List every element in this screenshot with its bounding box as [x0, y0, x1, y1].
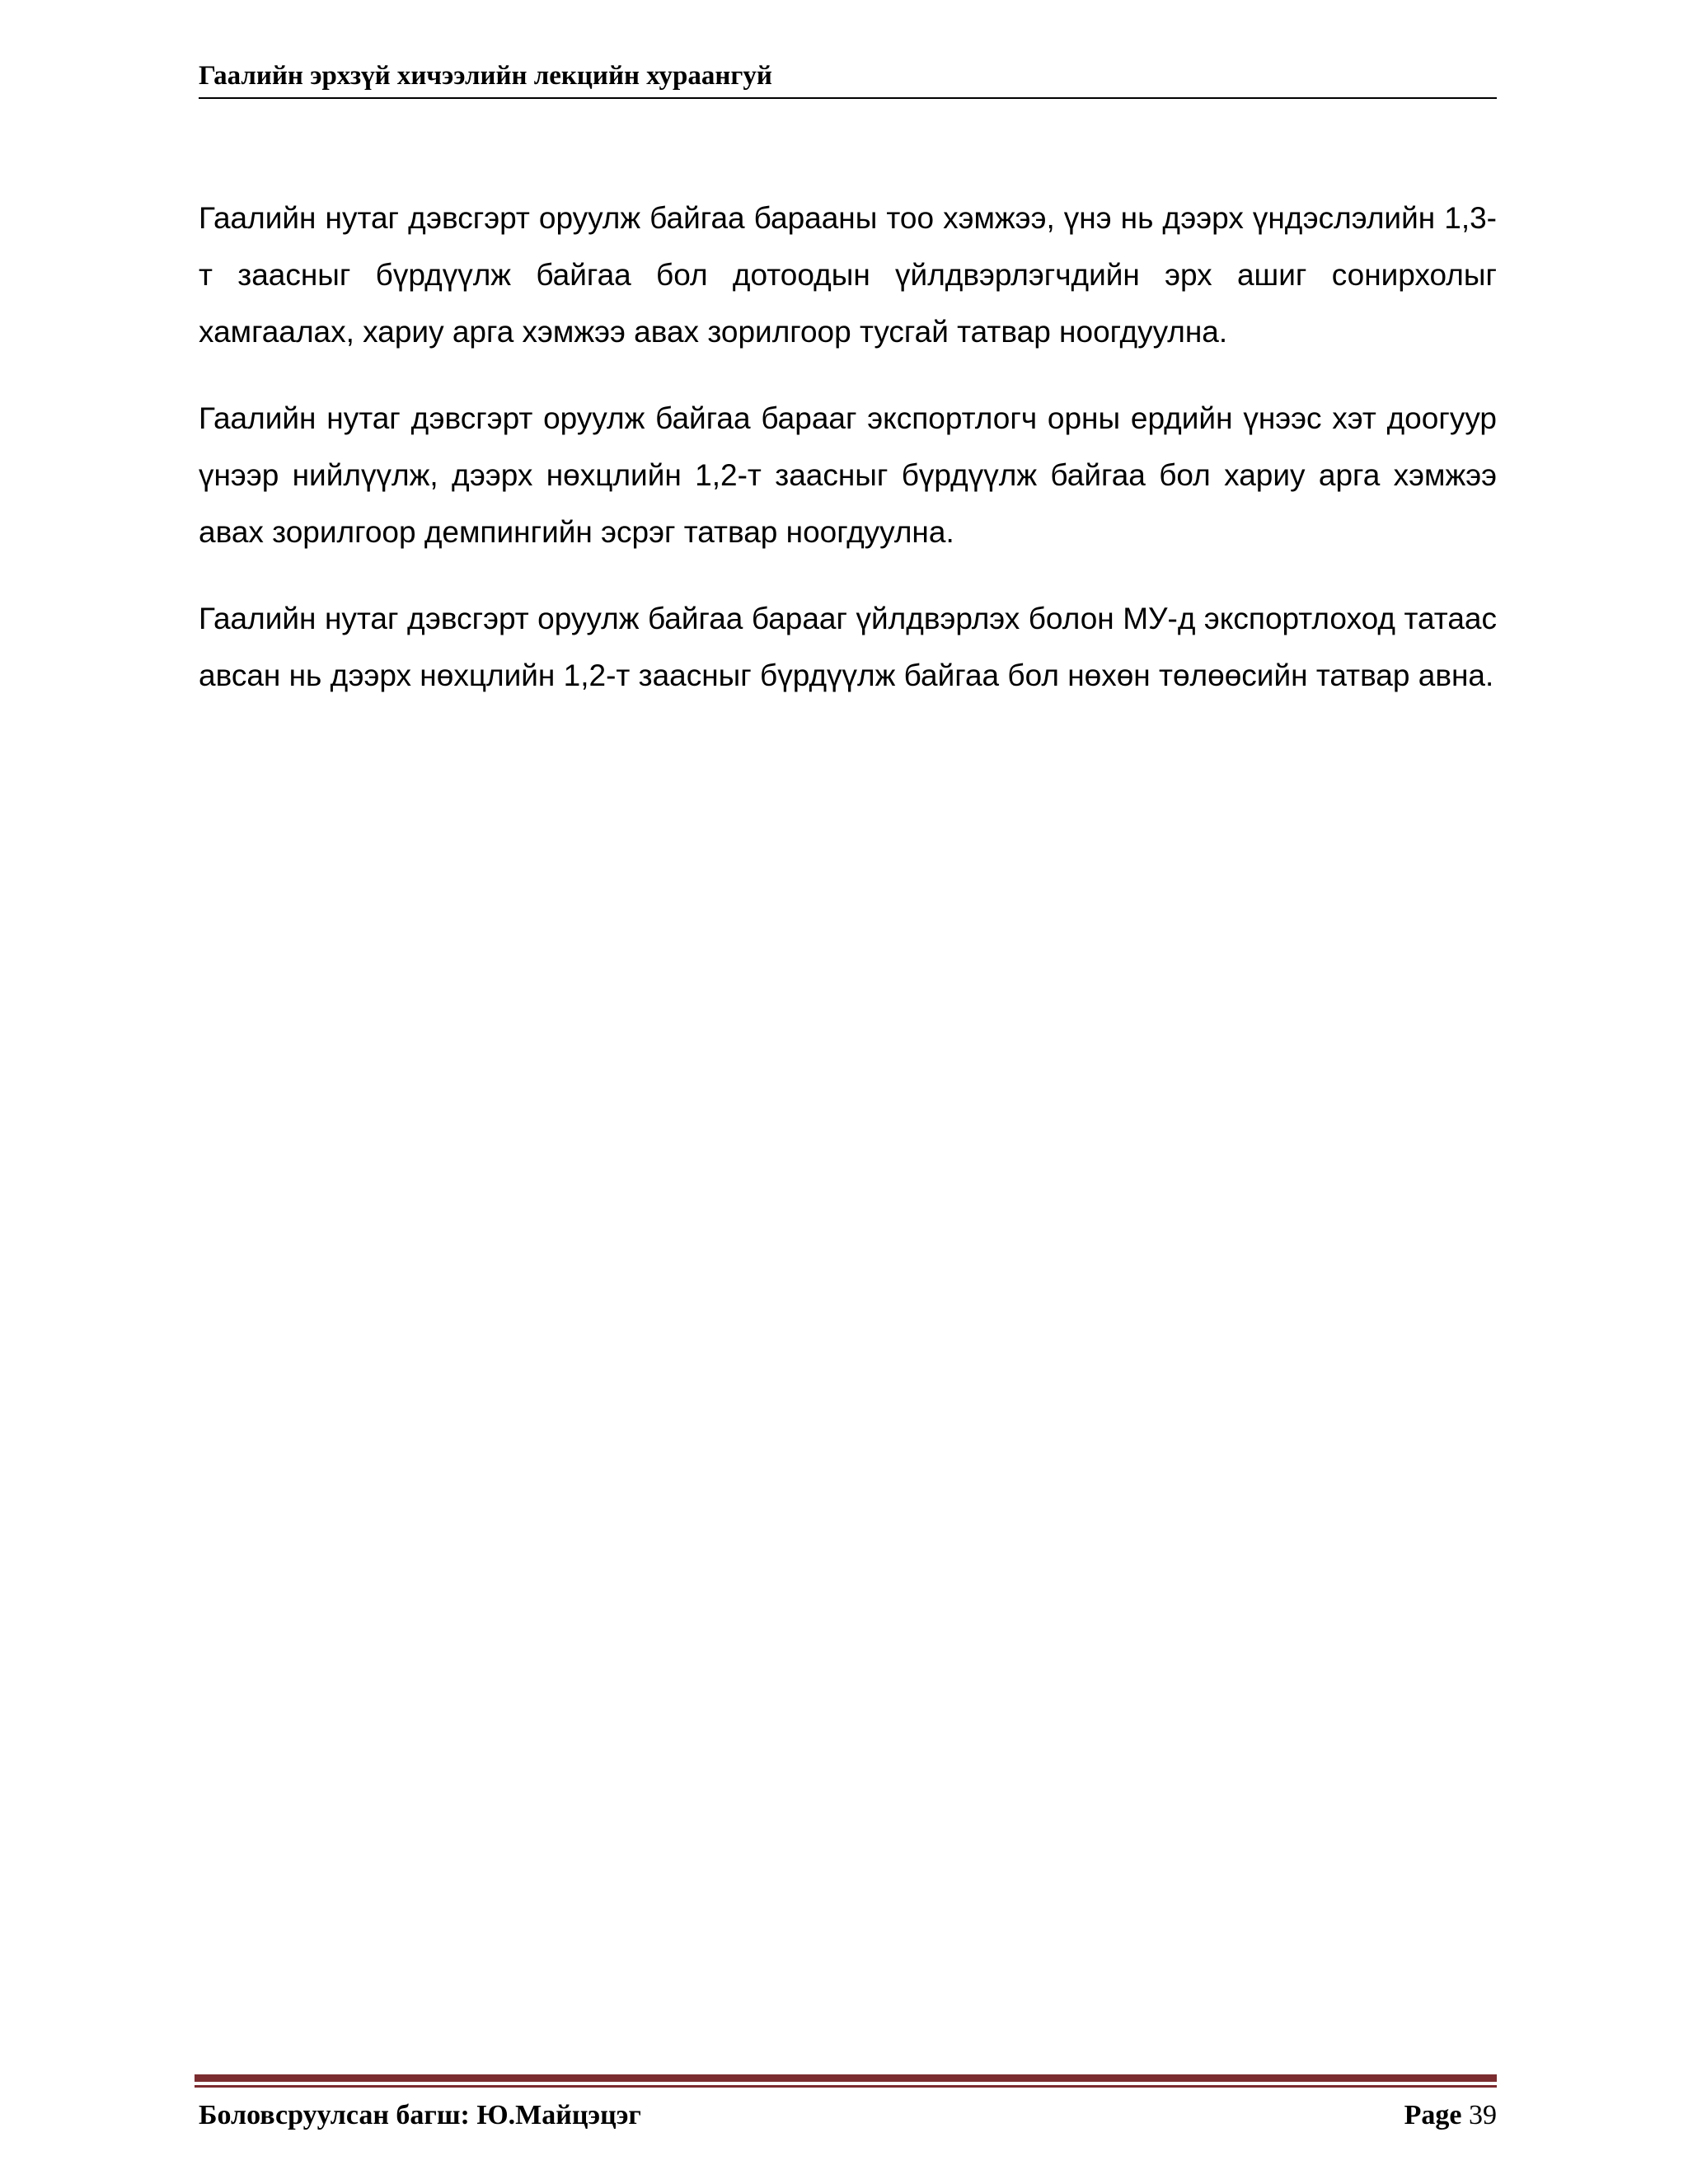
footer-rule-thin: [195, 2085, 1497, 2088]
page-label: Page: [1404, 2100, 1462, 2130]
page-header: [199, 59, 1497, 99]
paragraph-2: Гаалийн нутаг дэвсгэрт оруулж байгаа барааг экспортлогч орны ердийн үнээс хэт доогуур үнээр нийлүүлж, дээрх нөхцлийн 1,2-т заасныг бүрдүүлж байгаа бол хариу арга хэмжээ авах зорилгоор демпингийн эсрэг татвар ноогдуулна.: [199, 401, 1497, 549]
footer-author: Боловсруулсан багш: Ю.Майцэцэг: [199, 2100, 641, 2130]
body-content: [199, 190, 1497, 733]
paragraph-1: Гаалийн нутаг дэвсгэрт оруулж байгаа барааны тоо хэмжээ, үнэ нь дээрх үндэслэлийн 1,3-т заасныг бүрдүүлж байгаа бол дотоодын үйлдвэрлэгчдийн эрх ашиг сонирхолыг хамгаалах, хариу арга хэмжээ авах зорилгоор тусгай татвар ноогдуулна.: [199, 201, 1497, 349]
header-title: Гаалийн эрхзүй хичээлийн лекцийн хураангуй: [199, 61, 772, 91]
page-number: 39: [1469, 2100, 1497, 2130]
paragraph-3: Гаалийн нутаг дэвсгэрт оруулж байгаа барааг үйлдвэрлэх болон МУ-д экспортлоход татаас авсан нь дээрх нөхцлийн 1,2-т заасныг бүрдүүлж байгаа бол нөхөн төлөөсийн татвар авна.: [199, 602, 1497, 692]
footer-page-number: [1404, 2097, 1497, 2134]
footer-rule-thick: [195, 2074, 1497, 2082]
